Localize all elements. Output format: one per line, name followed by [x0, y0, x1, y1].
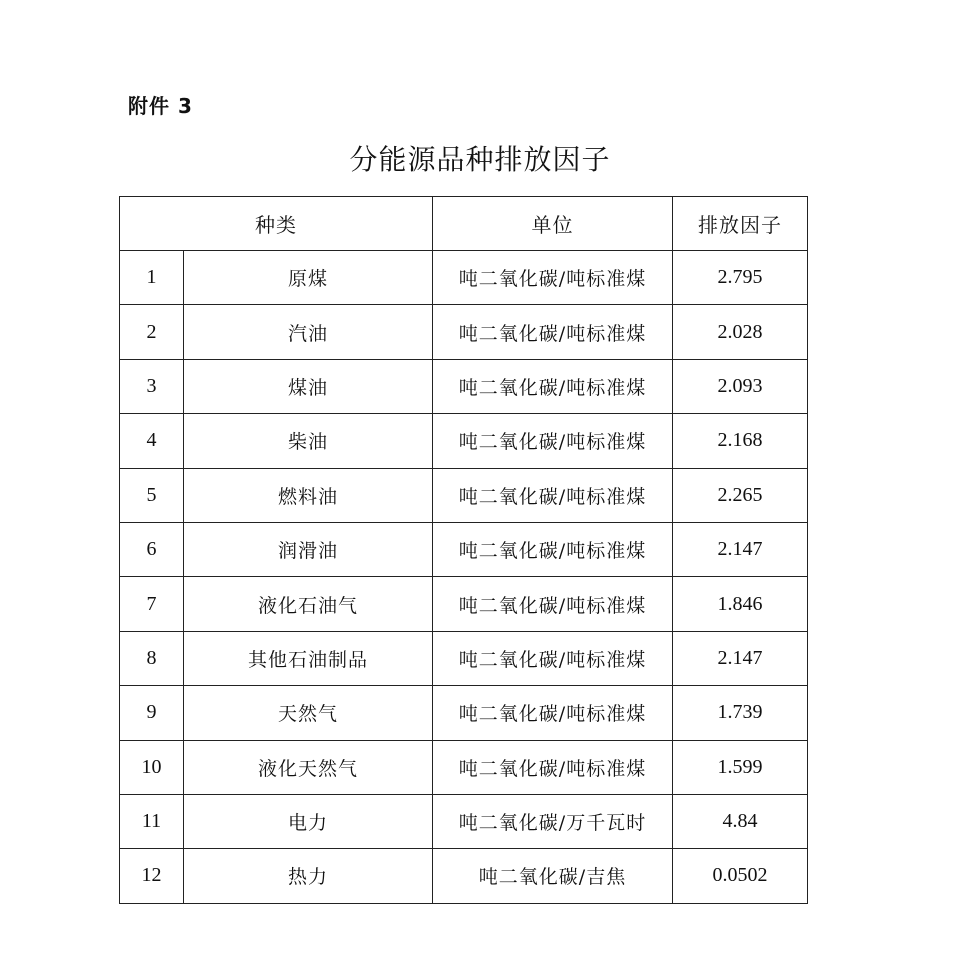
unit-cell: 吨二氧化碳/吉焦 [433, 849, 673, 903]
unit-cell: 吨二氧化碳/吨标准煤 [433, 468, 673, 522]
table-row [120, 522, 808, 576]
factor-value: 2.168 [673, 414, 808, 468]
unit-cell: 吨二氧化碳/吨标准煤 [433, 686, 673, 740]
unit-cell: 吨二氧化碳/吨标准煤 [433, 251, 673, 305]
row-index: 1 [120, 251, 184, 305]
energy-type: 液化石油气 [184, 577, 433, 631]
energy-type: 燃料油 [184, 468, 433, 522]
unit-cell: 吨二氧化碳/万千瓦时 [433, 794, 673, 848]
unit-cell: 吨二氧化碳/吨标准煤 [433, 305, 673, 359]
unit-cell: 吨二氧化碳/吨标准煤 [433, 631, 673, 685]
energy-type: 润滑油 [184, 522, 433, 576]
energy-type: 煤油 [184, 359, 433, 413]
energy-type: 热力 [184, 849, 433, 903]
factor-value: 1.599 [673, 740, 808, 794]
table-row [120, 740, 808, 794]
table-row [120, 359, 808, 413]
table-row [120, 251, 808, 305]
factor-value: 2.147 [673, 522, 808, 576]
factor-value: 2.795 [673, 251, 808, 305]
row-index: 6 [120, 522, 184, 576]
row-index: 5 [120, 468, 184, 522]
table-row [120, 794, 808, 848]
factor-value: 2.147 [673, 631, 808, 685]
energy-type: 液化天然气 [184, 740, 433, 794]
row-index: 8 [120, 631, 184, 685]
row-index: 9 [120, 686, 184, 740]
row-index: 4 [120, 414, 184, 468]
unit-cell: 吨二氧化碳/吨标准煤 [433, 577, 673, 631]
factor-value: 1.846 [673, 577, 808, 631]
row-index: 12 [120, 849, 184, 903]
unit-cell: 吨二氧化碳/吨标准煤 [433, 522, 673, 576]
document-title: 分能源品种排放因子 [349, 143, 611, 176]
table-row [120, 305, 808, 359]
factor-value: 4.84 [673, 794, 808, 848]
unit-cell: 吨二氧化碳/吨标准煤 [433, 414, 673, 468]
factor-value: 2.028 [673, 305, 808, 359]
row-index: 11 [120, 794, 184, 848]
table-row [120, 414, 808, 468]
factor-value: 2.093 [673, 359, 808, 413]
table-row [120, 849, 808, 903]
row-index: 7 [120, 577, 184, 631]
factor-value: 0.0502 [673, 849, 808, 903]
table-row [120, 468, 808, 522]
table-header-row [120, 197, 808, 251]
table-row [120, 686, 808, 740]
emission-factor-table [119, 196, 808, 904]
attachment-label: 附件 3 [128, 94, 193, 118]
energy-type: 柴油 [184, 414, 433, 468]
header-category: 种类 [120, 197, 433, 251]
table-row [120, 631, 808, 685]
row-index: 10 [120, 740, 184, 794]
factor-value: 1.739 [673, 686, 808, 740]
energy-type: 其他石油制品 [184, 631, 433, 685]
energy-type: 汽油 [184, 305, 433, 359]
factor-value: 2.265 [673, 468, 808, 522]
header-factor: 排放因子 [673, 197, 808, 251]
unit-cell: 吨二氧化碳/吨标准煤 [433, 740, 673, 794]
energy-type: 原煤 [184, 251, 433, 305]
row-index: 3 [120, 359, 184, 413]
unit-cell: 吨二氧化碳/吨标准煤 [433, 359, 673, 413]
table-row [120, 577, 808, 631]
energy-type: 天然气 [184, 686, 433, 740]
energy-type: 电力 [184, 794, 433, 848]
row-index: 2 [120, 305, 184, 359]
header-unit: 单位 [433, 197, 673, 251]
